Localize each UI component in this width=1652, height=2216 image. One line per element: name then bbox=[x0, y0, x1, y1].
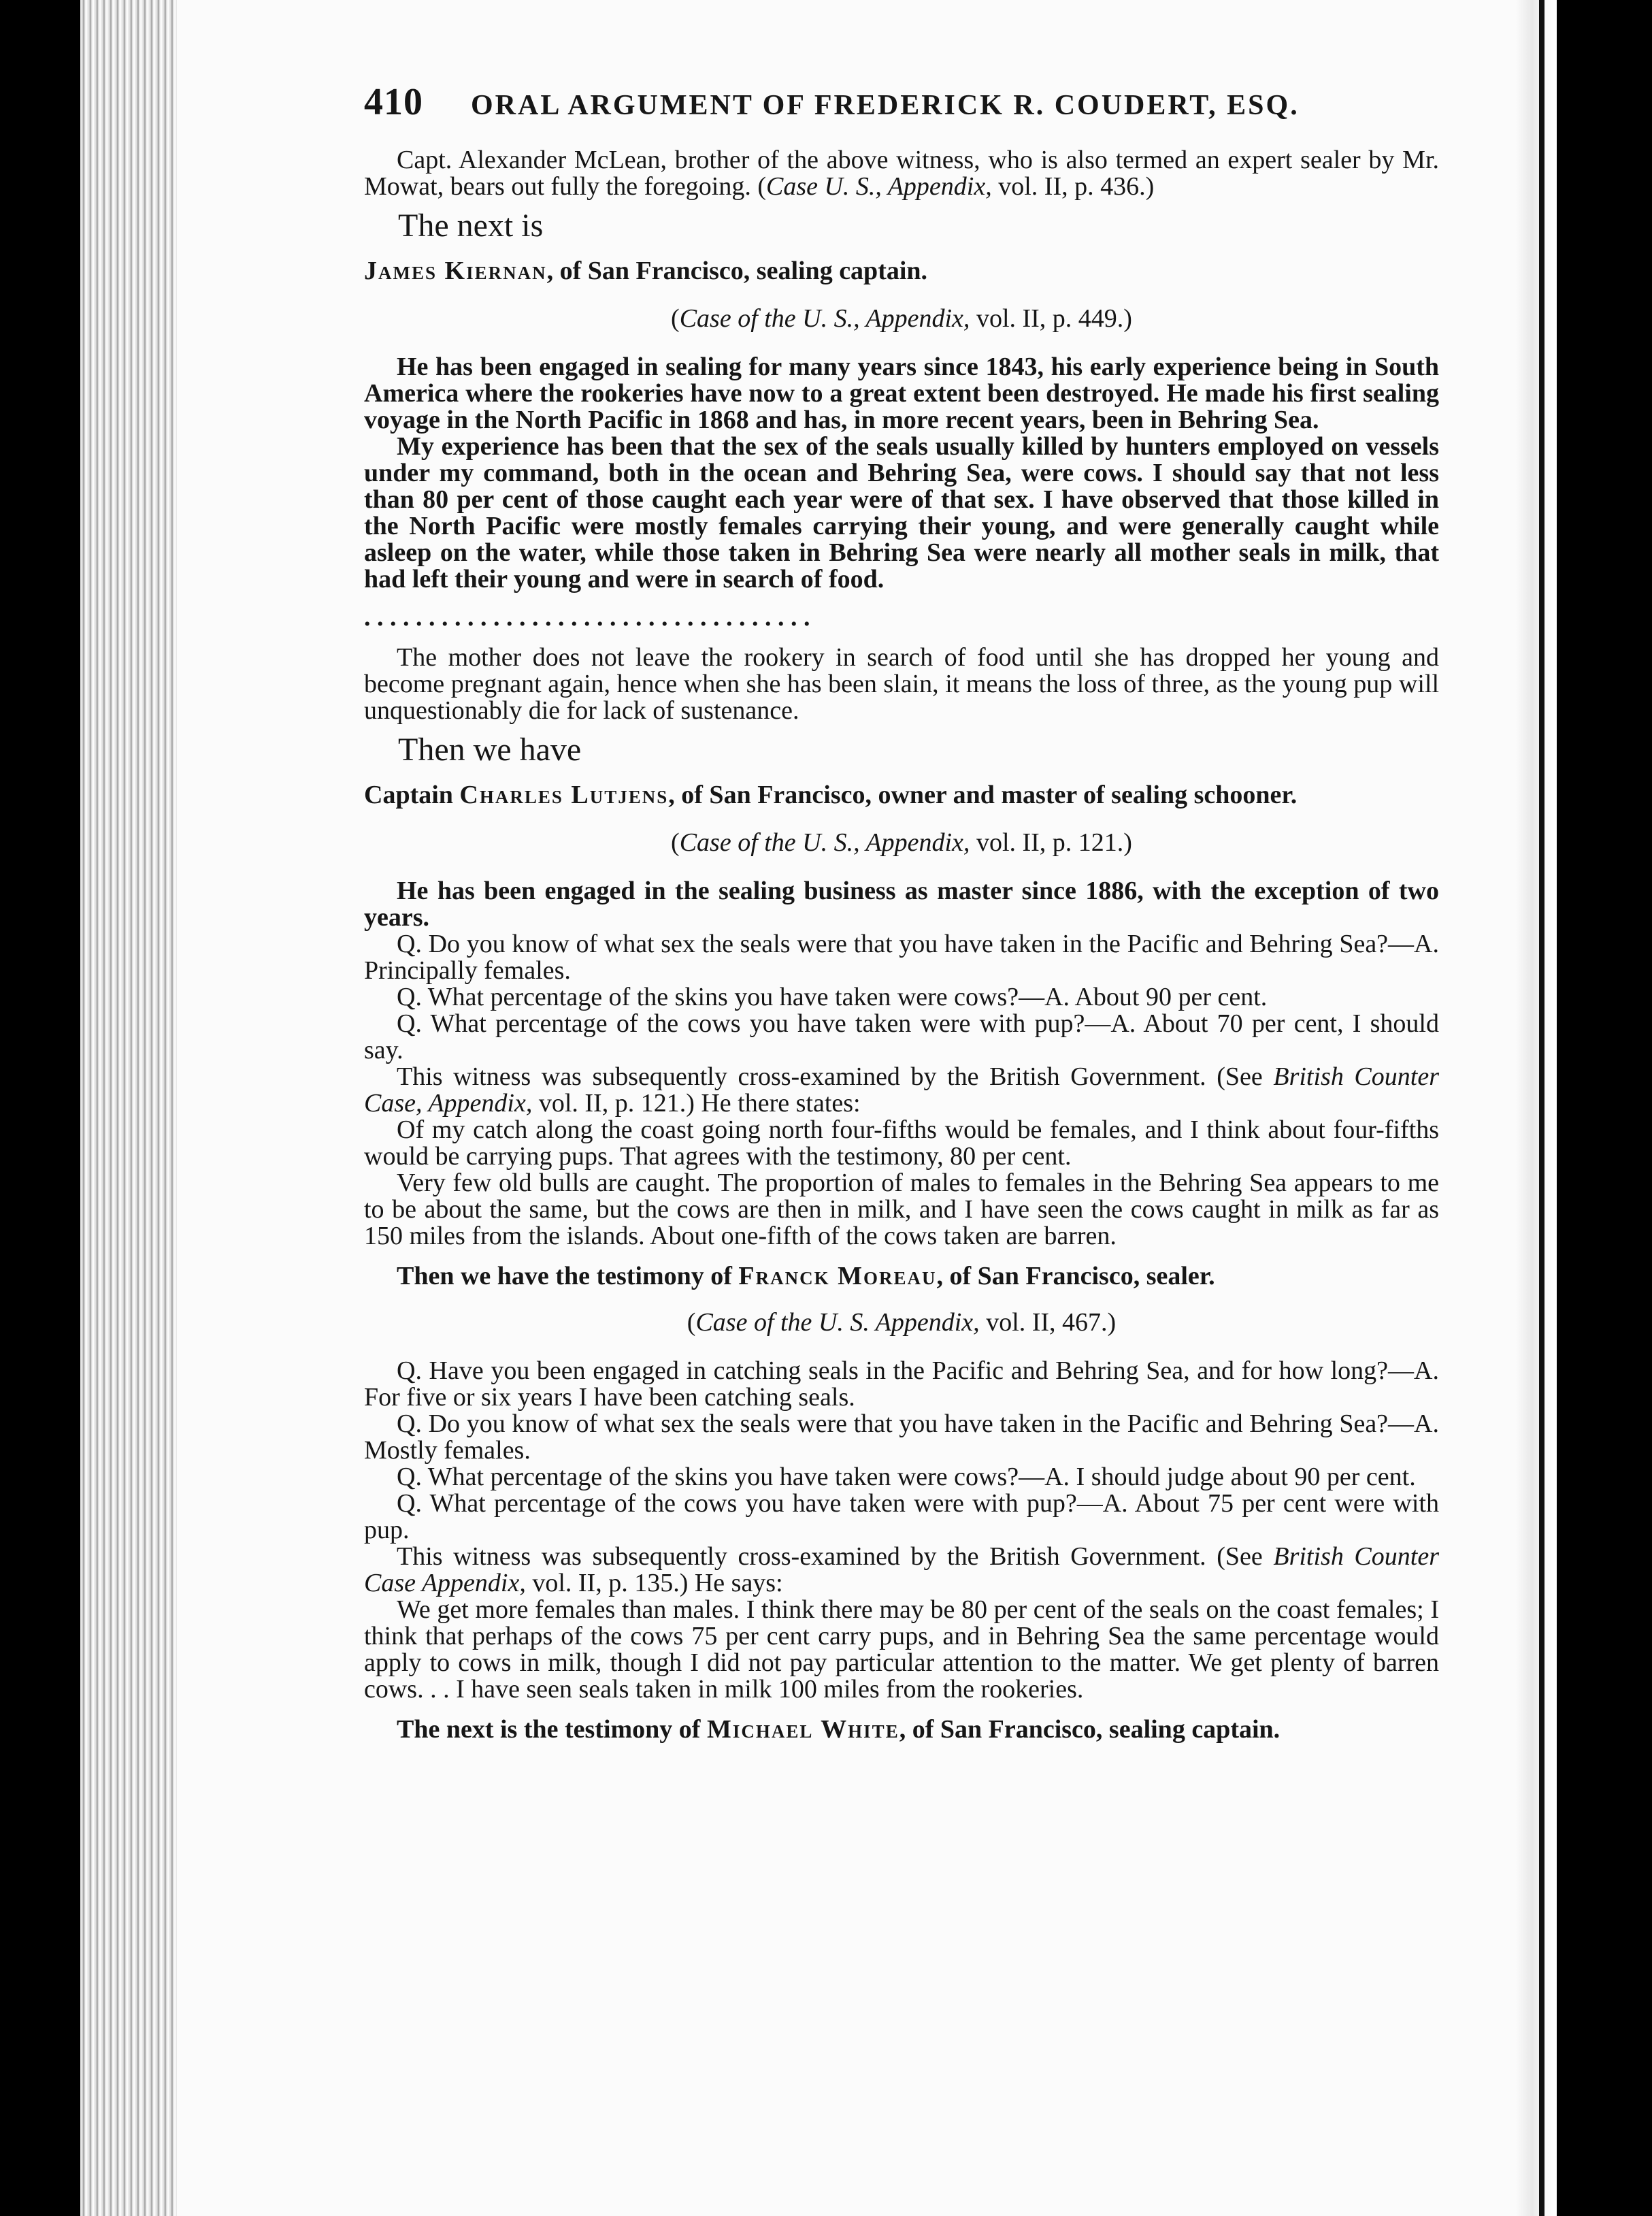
moreau-intro-a: Then we have the testimony of bbox=[397, 1262, 739, 1290]
lutjens-prefix: Captain bbox=[364, 781, 460, 809]
kiernan-witness-line bbox=[364, 256, 1439, 286]
kiernan-lead: The next is bbox=[398, 208, 544, 244]
page-number: 410 bbox=[364, 81, 423, 123]
moreau-intro bbox=[364, 1263, 1439, 1290]
moreau-cross-italic: British Counter Case Appendix, bbox=[364, 1542, 1439, 1597]
moreau-cite-rest: vol. II, 467.) bbox=[986, 1308, 1117, 1337]
mclean-cite-rest: vol. II, p. 436.) bbox=[998, 172, 1155, 201]
moreau-citation: (Case of the U. S. Appendix, vol. II, 467.) bbox=[687, 1308, 1117, 1337]
kiernan-cite-italic: Case of the U. S., Appendix, bbox=[679, 304, 970, 333]
lutjens-q4: Of my catch along the coast going north four-fifths would be females, and I think about four-fifths would be carrying pups. That agrees with the testimony, 80 per cent. bbox=[364, 1115, 1439, 1171]
kiernan-para-1: He has been engaged in sealing for many years since 1843, his early experience being in South America where the rookeries have now to a great extent been destroyed. He made his first sealing voyage in the North Pacific in 1868 and has, in more recent years, been in Behring Sea. bbox=[364, 353, 1439, 434]
right-gutter bbox=[1516, 0, 1557, 2216]
moreau-name: Franck Moreau bbox=[738, 1262, 937, 1290]
moreau-q4: Q. What percentage of the cows you have taken were with pup?—A. About 75 per cent were with pup. bbox=[364, 1489, 1439, 1544]
lutjens-lead: Then we have bbox=[398, 732, 582, 768]
right-rule bbox=[1539, 0, 1544, 2216]
moreau-cite-italic: Case of the U. S. Appendix, bbox=[695, 1308, 980, 1337]
lutjens-q1: Q. Do you know of what sex the seals were that you have taken in the Pacific and Behring Sea?—A. Principally females. bbox=[364, 930, 1439, 985]
moreau-cross-b: vol. II, p. 135.) He says: bbox=[532, 1569, 783, 1597]
lutjens-cite-italic: Case of the U. S., Appendix, bbox=[679, 828, 970, 857]
running-header bbox=[364, 80, 1439, 124]
page-content bbox=[364, 80, 1439, 1743]
kiernan-citation: (Case of the U. S., Appendix, vol. II, p. 449.) bbox=[671, 304, 1132, 333]
lutjens-q2: Q. What percentage of the skins you have taken were cows?—A. About 90 per cent. bbox=[397, 983, 1268, 1011]
running-title: ORAL ARGUMENT OF FREDERICK R. COUDERT, ESQ. bbox=[471, 90, 1300, 121]
moreau-q1: Q. Have you been engaged in catching seals in the Pacific and Behring Sea, and for how long?—A. For five or six years I have been catching seals. bbox=[364, 1356, 1439, 1412]
white-name: Michael White bbox=[706, 1715, 899, 1744]
lutjens-cite-rest: vol. II, p. 121.) bbox=[976, 828, 1132, 857]
moreau-intro-b: , of San Francisco, sealer. bbox=[936, 1262, 1215, 1290]
lutjens-witness-line bbox=[364, 780, 1439, 810]
mclean-cite-italic: Case U. S., Appendix, bbox=[765, 172, 992, 201]
mclean-text: Capt. Alexander McLean, brother of the above witness, who is also termed an expert sealer by Mr. Mowat, bears out fully the foregoing. bbox=[364, 146, 1439, 201]
lutjens-desc: , of San Francisco, owner and master of sealing schooner. bbox=[668, 781, 1298, 809]
lutjens-cross-exam bbox=[364, 1064, 1439, 1117]
moreau-q2: Q. Do you know of what sex the seals were that you have taken in the Pacific and Behring Sea?—A. Mostly females. bbox=[364, 1410, 1439, 1465]
ellipsis-row: . . . . . . . . . . . . . . . . . . . . . . . . . . . . . . . . . . . bbox=[364, 603, 810, 632]
moreau-cross-a: This witness was subsequently cross-examined by the British Government. (See bbox=[397, 1542, 1263, 1571]
moreau-q3: Q. What percentage of the skins you have taken were cows?—A. I should judge about 90 per cent. bbox=[397, 1463, 1416, 1491]
lutjens-citation: (Case of the U. S., Appendix, vol. II, p. 121.) bbox=[671, 828, 1132, 857]
white-intro-b: , of San Francisco, sealing captain. bbox=[899, 1715, 1281, 1744]
moreau-cross-exam bbox=[364, 1544, 1439, 1597]
kiernan-name: James Kiernan bbox=[364, 257, 547, 285]
moreau-q5: We get more females than males. I think there may be 80 per cent of the seals on the coast females; I think that perhaps of the cows 75 per cent carry pups, and in Behring Sea the same percentage would apply to cows in milk, though I did not pay particular attention to the matter. We get plenty of barren cows. . . I have seen seals taken in milk 100 miles from the rookeries. bbox=[364, 1595, 1439, 1704]
white-intro bbox=[364, 1716, 1439, 1743]
lutjens-q3: Q. What percentage of the cows you have taken were with pup?—A. About 70 per cent, I should say. bbox=[364, 1009, 1439, 1064]
kiernan-cite-rest: vol. II, p. 449.) bbox=[976, 304, 1132, 333]
lutjens-cross-italic: British Counter Case, Appendix, bbox=[364, 1062, 1439, 1118]
white-intro-a: The next is the testimony of bbox=[397, 1715, 707, 1744]
lutjens-name: Charles Lutjens bbox=[459, 781, 669, 809]
lutjens-cross-b: vol. II, p. 121.) He there states: bbox=[538, 1089, 861, 1118]
lutjens-q5: Very few old bulls are caught. The proportion of males to females in the Behring Sea appears to me to be about the same, but the cows are then in milk, and I have seen the cows caught in milk as far as 150 miles from the islands. About one-fifth of the cows taken are barren. bbox=[364, 1169, 1439, 1250]
mclean-paragraph: Capt. Alexander McLean, brother of the above witness, who is also termed an expert sealer by Mr. Mowat, bears out fully the foregoing. (Case U. S., Appendix, vol. II, p. 436.) bbox=[364, 146, 1439, 201]
kiernan-para-3: The mother does not leave the rookery in search of food until she has dropped her young and become pregnant again, hence when she has been slain, it means the loss of three, as the young pup will unquestionably die for lack of sustenance. bbox=[364, 643, 1439, 725]
page-edges bbox=[80, 0, 182, 2216]
kiernan-para-2: My experience has been that the sex of the seals usually killed by hunters employed on vessels under my command, both in the ocean and Behring Sea, were cows. I should say that not less than 80 per cent of those caught each year were of that sex. I have observed that those killed in the North Pacific were mostly females carrying their young, and were generally caught while asleep on the water, while those taken in Behring Sea were nearly all mother seals in milk, that had left their young and were in search of food. bbox=[364, 432, 1439, 593]
lutjens-cross-a: This witness was subsequently cross-examined by the British Government. (See bbox=[397, 1062, 1263, 1091]
lutjens-para-1: He has been engaged in the sealing business as master since 1886, with the exception of two years. bbox=[364, 877, 1439, 932]
kiernan-desc: , of San Francisco, sealing captain. bbox=[546, 257, 928, 285]
